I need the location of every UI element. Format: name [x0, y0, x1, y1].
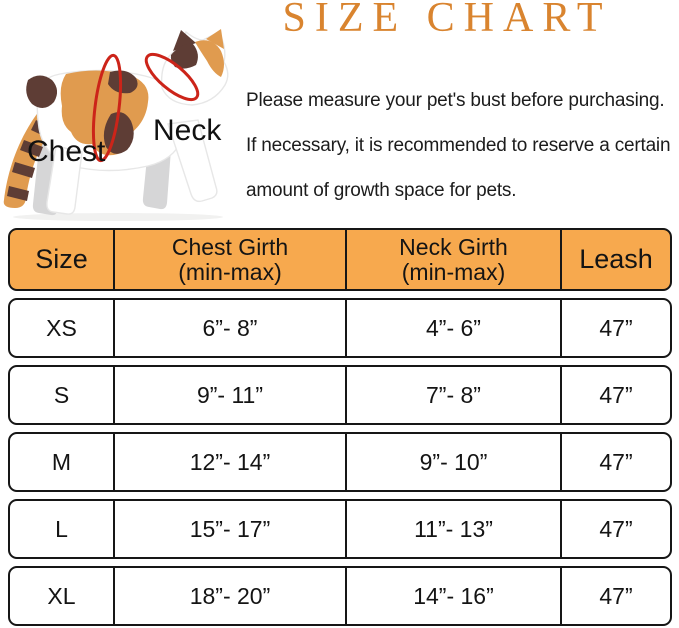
cell-leash: 47” — [599, 582, 633, 609]
cell-size: S — [10, 367, 115, 423]
table-row-xs — [8, 298, 672, 358]
instructions-line-2: If necessary, it is recommended to reserve a certain — [246, 135, 671, 156]
cell-chest-girth: 18”- 20” — [115, 568, 347, 624]
page-title: SIZE CHART — [282, 0, 612, 41]
header-size — [10, 230, 115, 289]
cell-neck-girth: 7”- 8” — [347, 367, 562, 423]
size-table — [8, 228, 672, 628]
neck-label: Neck — [153, 114, 222, 147]
instructions-line-3: amount of growth space for pets. — [246, 180, 517, 201]
chest-label: Chest — [27, 135, 106, 168]
cat-illustration — [0, 28, 250, 223]
header-neck-sub: (min-max) — [401, 258, 506, 285]
cell-neck-girth: 11”- 13” — [347, 501, 562, 557]
table-row-m — [8, 432, 672, 492]
cell-neck-girth: 9”- 10” — [347, 434, 562, 490]
cell-chest-girth: 12”- 14” — [115, 434, 347, 490]
header-chest-sub: (min-max) — [178, 258, 282, 285]
header-neck-girth — [347, 230, 562, 289]
table-header-row — [8, 228, 672, 291]
header-chest-label: Chest Girth — [171, 234, 289, 261]
header-neck-label: Neck Girth — [399, 234, 508, 261]
header-leash — [562, 230, 670, 289]
cell-chest-girth: 6”- 8” — [115, 300, 347, 356]
table-row-s — [8, 365, 672, 425]
cell-leash: 47” — [599, 515, 633, 542]
cell-size: L — [10, 501, 115, 557]
measurement-instructions — [246, 78, 679, 213]
cat-measurement-diagram — [0, 28, 250, 223]
ground-shadow — [13, 213, 223, 221]
cell-size: XS — [10, 300, 115, 356]
cell-leash: 47” — [599, 448, 633, 475]
cell-neck-girth: 4”- 6” — [347, 300, 562, 356]
cell-size: XL — [10, 568, 115, 624]
cell-chest-girth: 15”- 17” — [115, 501, 347, 557]
cell-size: M — [10, 434, 115, 490]
cell-neck-girth: 14”- 16” — [347, 568, 562, 624]
header-chest-girth — [115, 230, 347, 289]
cell-chest-girth: 9”- 11” — [115, 367, 347, 423]
cell-leash: 47” — [599, 314, 633, 341]
table-row-xl — [8, 566, 672, 626]
table-row-l — [8, 499, 672, 559]
header-leash-label: Leash — [579, 244, 653, 275]
header-size-label: Size — [35, 244, 88, 275]
instructions-line-1: Please measure your pet's bust before purchasing. — [246, 90, 665, 111]
cell-leash: 47” — [599, 381, 633, 408]
